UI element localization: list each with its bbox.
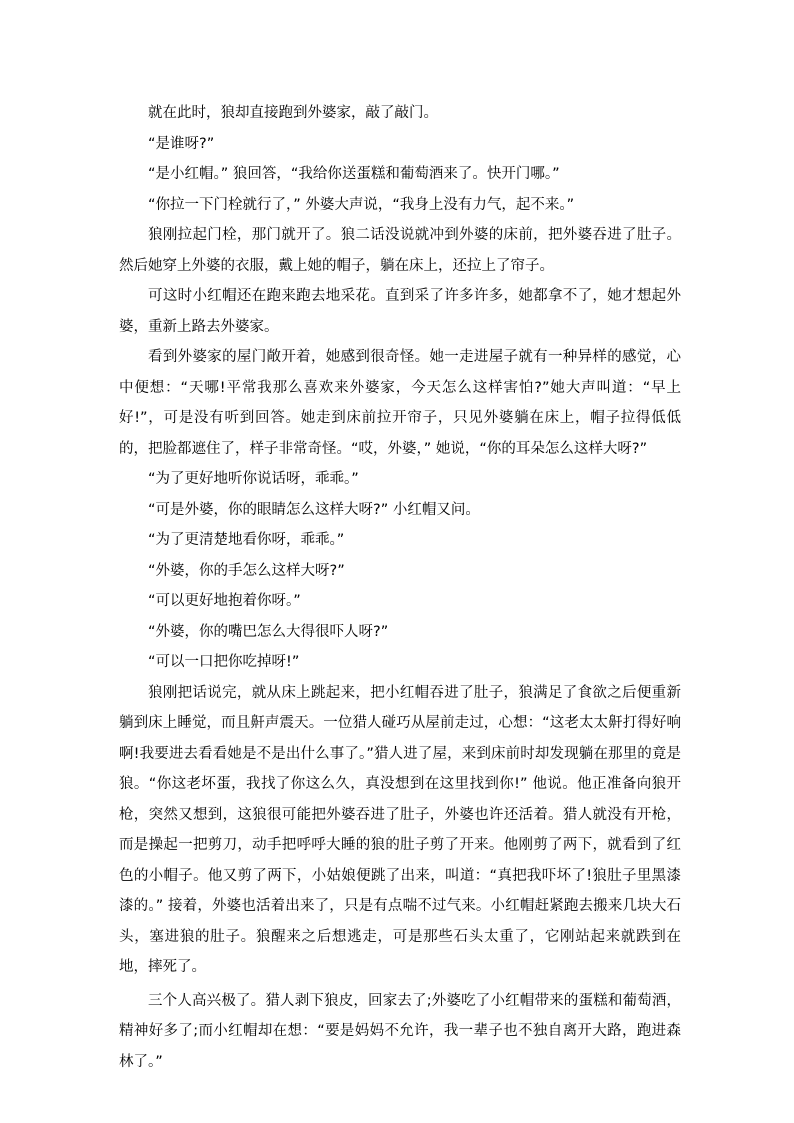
dialogue-wolf-answers: “是小红帽。” 狼回答，“我给你送蛋糕和葡萄酒来了。快开门哪。” bbox=[148, 166, 560, 182]
paragraph-wolf-knocks: 就在此时，狼却直接跑到外婆家，敲了敲门。 bbox=[148, 105, 438, 121]
dialogue-hands-question: “外婆，你的手怎么这样大呀?” bbox=[148, 562, 345, 579]
document-page bbox=[119, 98, 681, 1077]
paragraph-hunter-rescue: 狼刚把话说完，就从床上跳起来，把小红帽吞进了肚子，狼满足了食欲之后便重新躺到床上睡觉，而且鼾声震天。一位猎人碰巧从屋前走过，心想：“这老太太鼾打得好响啊!我要进去看看她是不是出什么事了。”猎人进了屋，来到床前时却发现躺在那里的竟是狼。“你这老坏蛋，我找了你这么久，真没想到在这里找到你!” 他说。他正准备向狼开枪，突然又想到，这狼很可能把外婆吞进了肚子，外婆也许还活着。猎人就没有开枪，而是操起一把剪刀，动手把呼呼大睡的狼的肚子剪了开来。他刚剪了两下，就看到了红色的小帽子。他又剪了两下，小姑娘便跳了出来，叫道：“真把我吓坏了!狼肚子里黑漆漆的。” 接着，外婆也活着出来了，只是有点喘不过气来。小红帽赶紧跑去搬来几块大石头，塞进狼的肚子。狼醒来之后想逃走，可是那些石头太重了，它刚站起来就跌到在地，摔死了。 bbox=[119, 684, 681, 975]
paragraph-arrives-at-house: 看到外婆家的屋门敞开着，她感到很奇怪。她一走进屋子就有一种异样的感觉，心中便想：“天哪!平常我那么喜欢来外婆家，今天怎么这样害怕?”她大声叫道：“早上好!”，可是没有听到回答。她走到床前拉开帘子，只见外婆躺在床上，帽子拉得低低的，把脸都遮住了，样子非常奇怪。“哎，外婆，” 她说，“你的耳朵怎么这样大呀?” bbox=[119, 349, 681, 457]
dialogue-ears: “为了更好地听你说话呀，乖乖。” bbox=[148, 471, 359, 487]
paragraph-red-cap-picks-flowers: 可这时小红帽还在跑来跑去地采花。直到采了许多许多，她都拿不了，她才想起外婆，重新上路去外婆家。 bbox=[119, 288, 681, 335]
dialogue-mouth-answer: “可以一口把你吃掉呀!” bbox=[148, 654, 300, 670]
dialogue-grandma-answers: “你拉一下门栓就行了，” 外婆大声说，“我身上没有力气，起不来。” bbox=[148, 196, 575, 213]
dialogue-hands-answer: “可以更好地抱着你呀。” bbox=[148, 593, 301, 609]
dialogue-mouth-question: “外婆，你的嘴巴怎么大得很吓人呀?” bbox=[148, 623, 389, 640]
dialogue-eyes-question: “可是外婆，你的眼睛怎么这样大呀?” 小红帽又问。 bbox=[148, 501, 480, 518]
paragraph-wolf-eats-grandma: 狼刚拉起门栓，那门就开了。狼二话没说就冲到外婆的床前，把外婆吞进了肚子。然后她穿上外婆的衣服，戴上她的帽子，躺在床上，还拉上了帘子。 bbox=[119, 227, 681, 274]
dialogue-eyes-answer: “为了更清楚地看你呀，乖乖。” bbox=[148, 532, 345, 548]
dialogue-who-is-it: “是谁呀?” bbox=[148, 135, 215, 152]
paragraph-ending: 三个人高兴极了。猎人剥下狼皮，回家去了;外婆吃了小红帽带来的蛋糕和葡萄酒，精神好多了;而小红帽却在想：“要是妈妈不允许，我一辈子也不独自离开大路，跑进森林了。” bbox=[119, 992, 681, 1070]
